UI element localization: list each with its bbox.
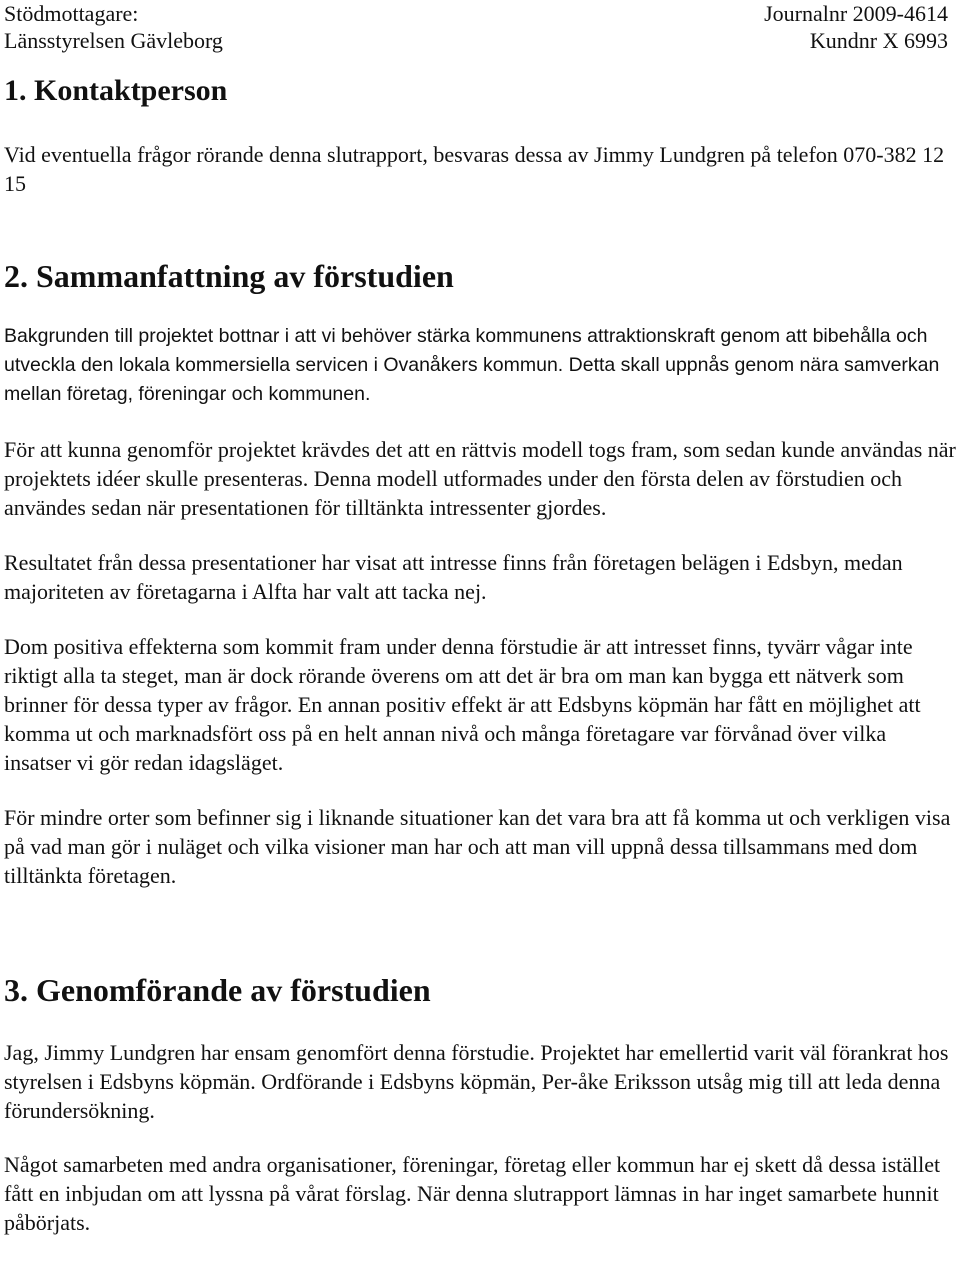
summary-paragraph: Resultatet från dessa presentationer har visat att intresse finns från företagen belägen i Edsbyn, medan majoriteten av företagarna i Alfta har valt att tacka nej.	[4, 550, 903, 604]
section-heading-contact: 1. Kontaktperson	[4, 74, 228, 107]
summary-section-body	[4, 322, 956, 916]
summary-paragraph: Bakgrunden till projektet bottnar i att vi behöver stärka kommunens attraktionskraft genom att bibehålla och utveckla den lokala kommersiella servicen i Ovanåkers kommun. Detta skall uppnås genom nära samverkan mellan företag, föreningar och kommunen.	[4, 325, 940, 405]
document-header	[4, 0, 952, 58]
customer-number: Kundnr X 6993	[809, 28, 948, 53]
recipient-block	[4, 0, 223, 54]
section-heading-implementation: 3. Genomförande av förstudien	[4, 972, 431, 1008]
summary-paragraph: För att kunna genomför projektet krävdes det att en rättvis modell togs fram, som sedan kunde användas när projektets idéer skulle presenteras. Denna modell utformades under den första delen av förstudien och användes sedan när presentationen för tilltänkta intressenter gjordes.	[4, 437, 956, 520]
implementation-paragraph: Jag, Jimmy Lundgren har ensam genomfört denna förstudie. Projektet har emellertid varit väl förankrat hos styrelsen i Edsbyns köpmän. Ordförande i Edsbyns köpmän, Per-åke Eriksson utsåg mig till att leda denna förundersökning.	[4, 1040, 949, 1123]
summary-paragraph: Dom positiva effekterna som kommit fram under denna förstudie är att intresset finns, tyvärr vågar inte riktigt alla ta steget, man är dock rörande överens om att det är bra om man kan bygga ett nätverk som brinner för dessa typer av frågor. En annan positiv effekt är att Edsbyns köpmän har fått en möjlighet att komma ut och marknadsfört oss på en helt annan nivå och många företagare var förvånad över vilka insatser vi gör redan idagsläget.	[4, 634, 921, 775]
implementation-section-body	[4, 1038, 952, 1262]
summary-paragraph: För mindre orter som befinner sig i liknande situationer kan det vara bra att få komma ut och verkligen visa på vad man gör i nuläget och vilka visioner man har och att man vill uppnå dessa tillsammans med dom tilltänkta företagen.	[4, 805, 951, 888]
recipient-name: Länsstyrelsen Gävleborg	[4, 28, 223, 53]
reference-block	[764, 0, 948, 54]
contact-paragraph: Vid eventuella frågor rörande denna slutrapport, besvaras dessa av Jimmy Lundgren på telefon 070-382 12 15	[4, 142, 945, 196]
journal-number: Journalnr 2009-4614	[764, 1, 948, 26]
implementation-paragraph: Något samarbeten med andra organisationer, föreningar, företag eller kommun har ej skett då dessa istället fått en inbjudan om att lyssna på vårat förslag. När denna slutrapport lämnas in har inget samarbete hunnit påbörjats.	[4, 1152, 941, 1235]
recipient-label: Stödmottagare:	[4, 1, 139, 26]
section-heading-summary: 2. Sammanfattning av förstudien	[4, 258, 454, 294]
